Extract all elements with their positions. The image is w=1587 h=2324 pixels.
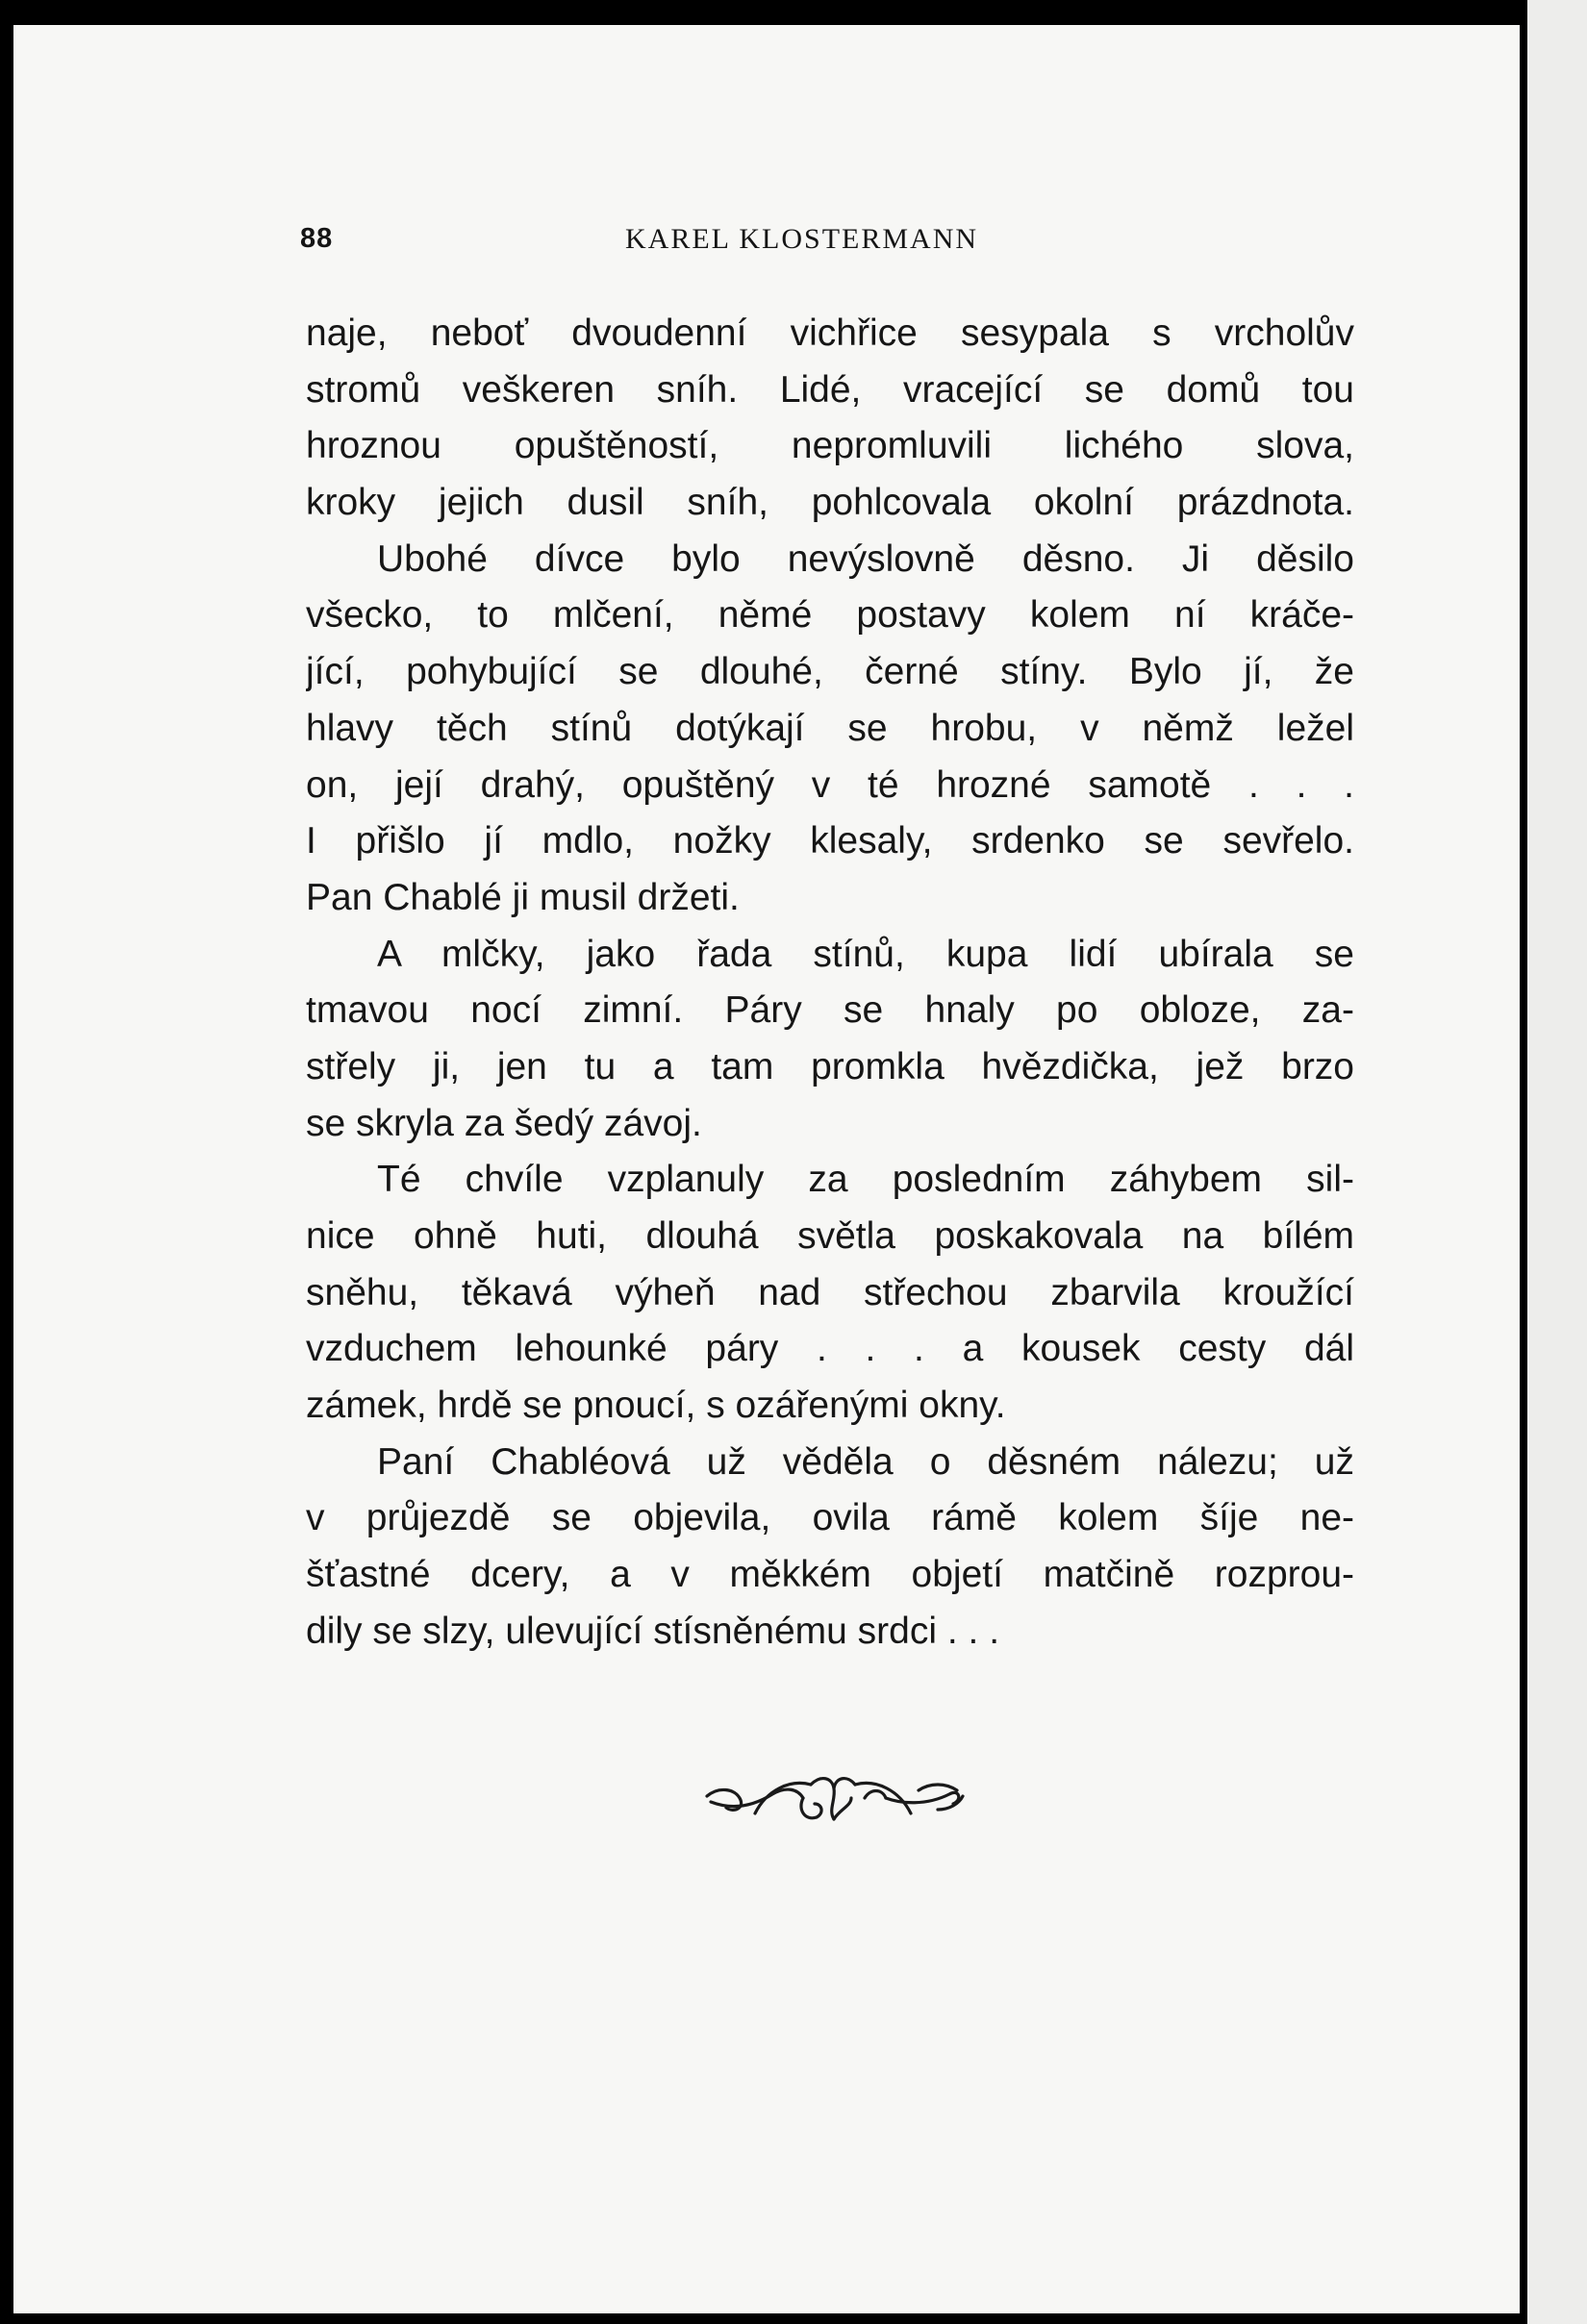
page-number: 88 bbox=[300, 223, 334, 254]
fleuron-scroll-icon bbox=[697, 1771, 970, 1829]
text-line: se skryla za šedý závoj. bbox=[306, 1102, 702, 1144]
text-line: naje, neboť dvoudenní vichřice sesypala s vrcholův bbox=[306, 312, 1354, 354]
running-title: KAREL KLOSTERMANN bbox=[625, 223, 979, 255]
text-line: on, její drahý, opuštěný v té hrozné samotě . . . bbox=[306, 763, 1354, 806]
text-line: A mlčky, jako řada stínů, kupa lidí ubírala se bbox=[377, 933, 1354, 975]
text-line: jící, pohybující se dlouhé, černé stíny. Bylo jí, že bbox=[306, 651, 1354, 693]
text-line: Té chvíle vzplanuly za posledním záhybem sil- bbox=[377, 1159, 1354, 1201]
text-line: střely ji, jen tu a tam promkla hvězdička, jež brzo bbox=[306, 1045, 1354, 1087]
text-line: sněhu, těkavá výheň nad střechou zbarvila kroužící bbox=[306, 1271, 1354, 1313]
text-line: dily se slzy, ulevující stísněnému srdci . . . bbox=[306, 1610, 1000, 1652]
text-line: nice ohně huti, dlouhá světla poskakovala na bílém bbox=[306, 1215, 1354, 1257]
text-line: v průjezdě se objevila, ovila rámě kolem šíje ne- bbox=[306, 1497, 1354, 1539]
text-line: zámek, hrdě se pnoucí, s ozářenými okny. bbox=[306, 1385, 1006, 1427]
text-line: všecko, to mlčení, němé postavy kolem ní kráče- bbox=[306, 594, 1354, 637]
body-text bbox=[306, 306, 1354, 1661]
text-line: hlavy těch stínů dotýkají se hrobu, v němž ležel bbox=[306, 707, 1354, 749]
text-line: tmavou nocí zimní. Páry se hnaly po obloze, za- bbox=[306, 989, 1354, 1032]
text-line: I přišlo jí mdlo, nožky klesaly, srdenko se sevřelo. bbox=[306, 820, 1354, 862]
text-line: kroky jejich dusil sníh, pohlcovala okolní prázdnota. bbox=[306, 482, 1354, 524]
text-line: šťastné dcery, a v měkkém objetí matčině rozprou- bbox=[306, 1554, 1354, 1596]
text-line: Paní Chabléová už věděla o děsném nálezu; už bbox=[377, 1440, 1354, 1483]
text-line: stromů veškeren sníh. Lidé, vracející se domů tou bbox=[306, 368, 1354, 411]
text-line: Pan Chablé ji musil držeti. bbox=[306, 876, 740, 918]
next-page-edge bbox=[1527, 0, 1587, 2324]
text-line: vzduchem lehounké páry . . . a kousek cesty dál bbox=[306, 1328, 1354, 1370]
text-line: Ubohé dívce bylo nevýslovně děsno. Ji děsilo bbox=[377, 537, 1354, 580]
text-line: hroznou opuštěností, nepromluvili lichého slova, bbox=[306, 425, 1354, 467]
